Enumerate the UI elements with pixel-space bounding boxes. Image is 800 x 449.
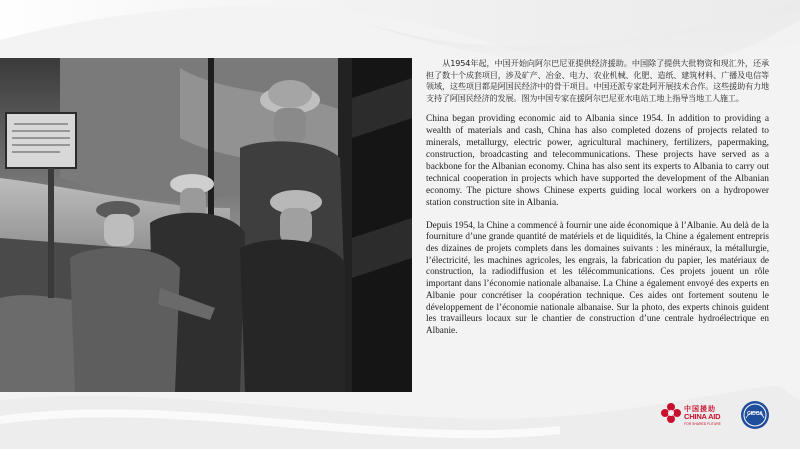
cidca-logo — [740, 400, 770, 430]
cidca-text: CIDCA — [747, 411, 763, 417]
china-aid-english-text: CHINA AID — [684, 412, 721, 421]
photo-scene — [0, 58, 412, 392]
caption-english: China began providing economic aid to Albania since 1954. In addition to providing a wealth of materials and cash, China has also completed dozens of projects related to minerals, metallurgy, electric power, agricultural machinery, fertilizers, papermaking, construction, broadcasting and telecommunications. These projects have served as a backbone for the Albanian economy. China has also sent its experts to Albania to carry out technical cooperation in projects which have supported the development of the Albanian economy. The picture shows Chinese experts guiding local workers on a hydropower station construction site in Albania. — [426, 114, 769, 208]
caption-french: Depuis 1954, la Chine a commencé à fournir une aide économique à l’Albanie. Au delà de la fourniture d’une grande quantité de matériels et de liquidités, la Chine a également entrepris des dizaines de projets complets dans les domaines suivants : les minéraux, la métallurgie, l’électricité, les machines agricoles, les engrais, la fabrication du papier, les matériaux de construction, la radiodiffusion et les télécommunications. Ces projets jouent un rôle important dans l’économie nationale albanaise. La Chine a également envoyé des experts en Albanie pour concrétiser la coopération technique. Ces aides ont fortement soutenu le développement de l’économie nationale albanaise. Sur la photo, des experts chinois guident les travailleurs locaux sur le chantier de construction d’une centrale hydroélectrique en Albanie. — [426, 219, 769, 335]
china-aid-tagline: FOR SHARED FUTURE — [684, 422, 721, 426]
china-aid-chinese-text: 中国援助 — [684, 405, 716, 413]
china-aid-mark-icon — [660, 402, 682, 424]
china-aid-logo — [660, 398, 730, 434]
caption-panel — [426, 58, 769, 337]
historical-photo — [0, 58, 412, 392]
logo-bar — [660, 398, 780, 438]
caption-chinese: 从1954年起，中国开始向阿尔巴尼亚提供经济援助。中国除了提供大批物资和现汇外，还承担了数十个成套项目，涉及矿产、冶金、电力、农业机械、化肥、造纸、建筑材料、广播及电信等领域，这些项目都是阿国民经济中的骨干项目。中国还派专家赴阿开展技术合作。这些援助有力地支持了阿国民经济的发展。图为中国专家在援阿尔巴尼亚水电站工地上指导当地工人施工。 — [426, 58, 769, 103]
